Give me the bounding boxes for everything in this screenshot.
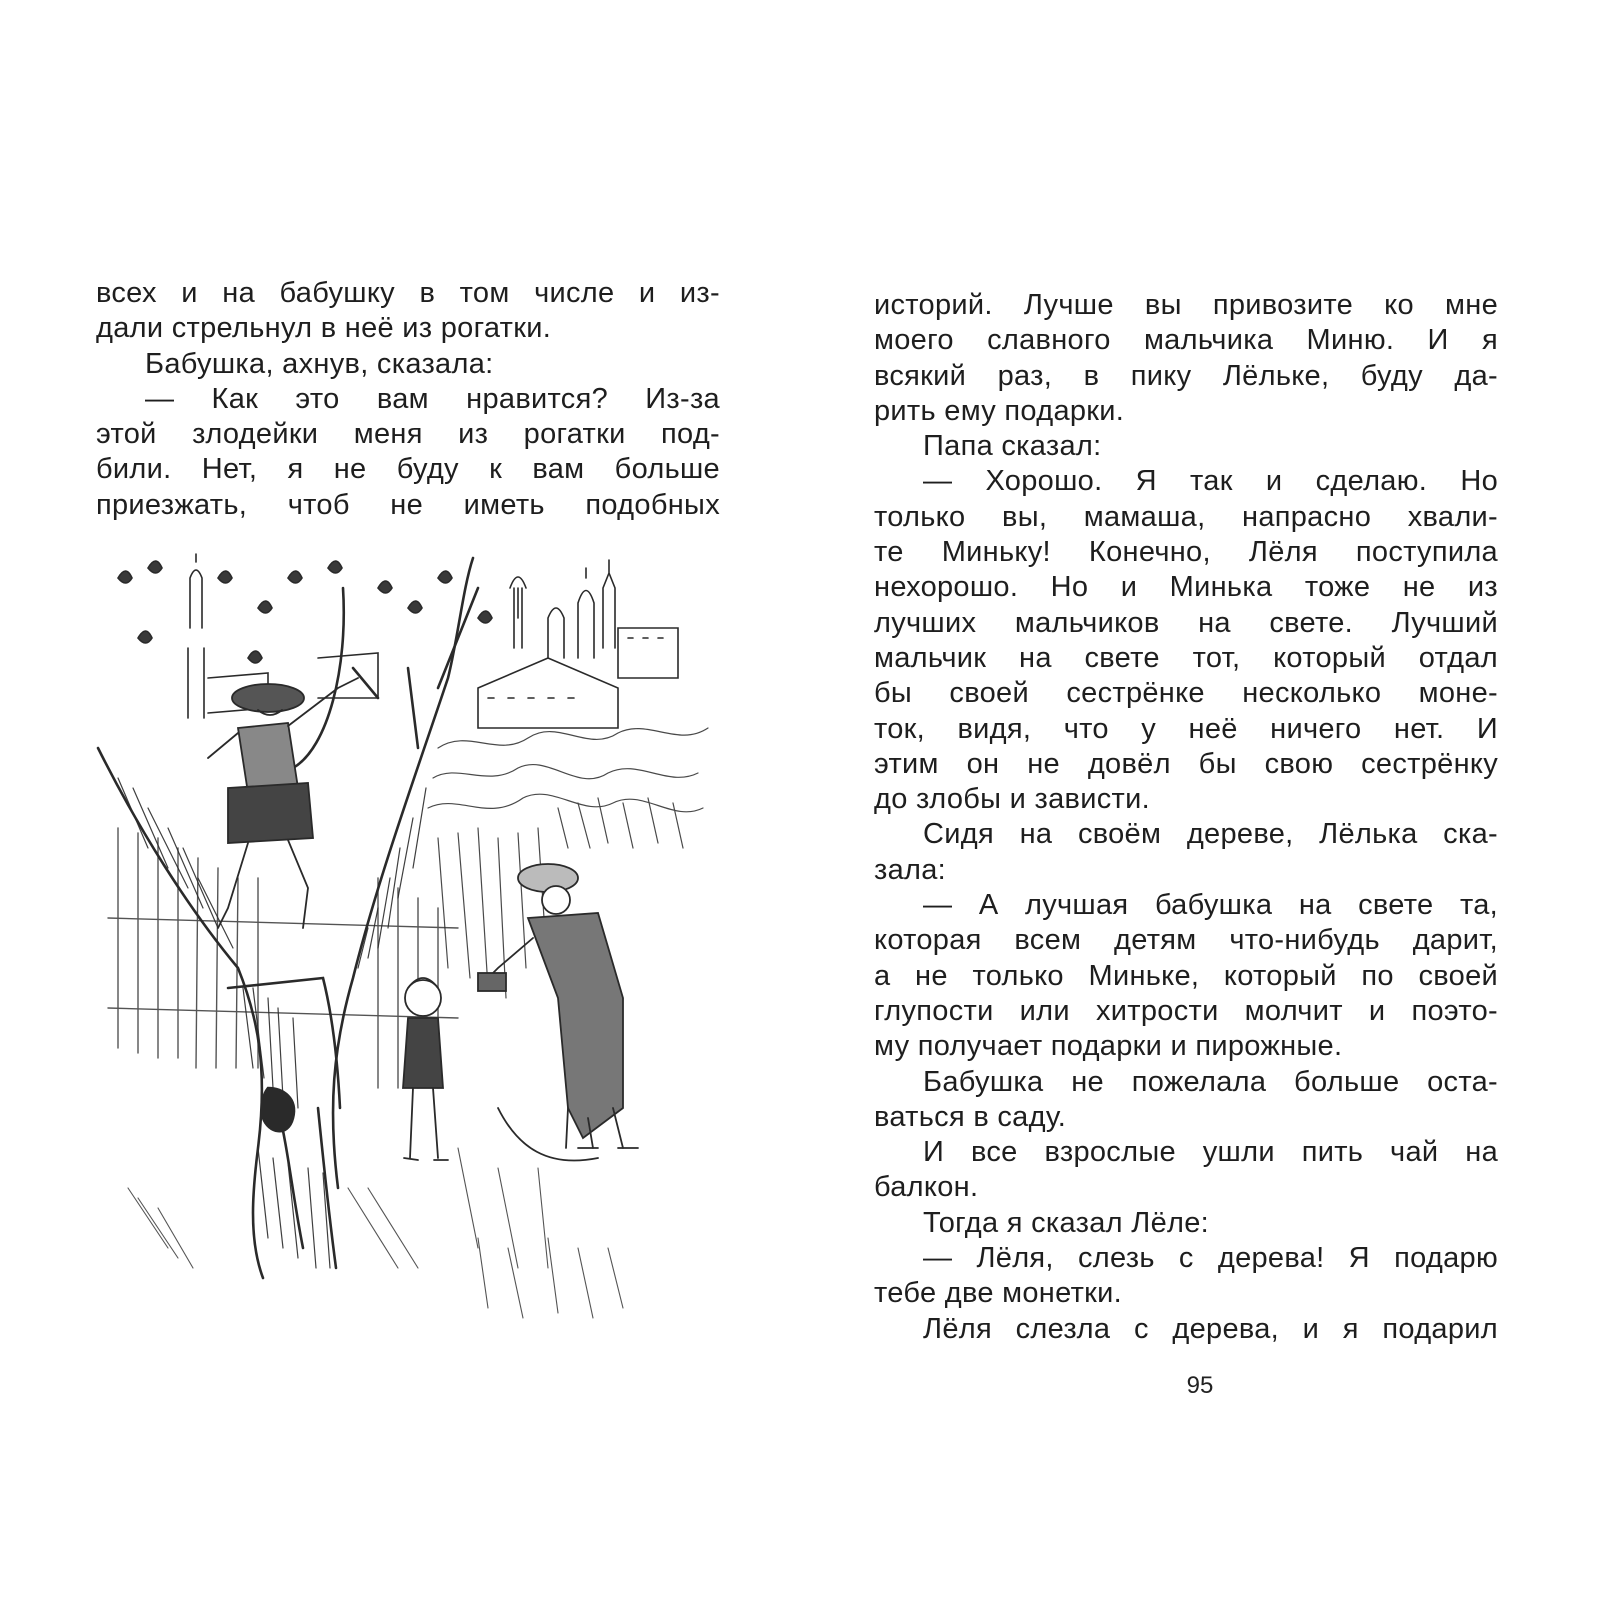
left-page-line: приезжать, чтоб не иметь подобных <box>96 488 720 521</box>
right-page-line: И все взрослые ушли пить чай на <box>923 1136 1498 1169</box>
right-page-line: те Миньку! Конечно, Лёля поступила <box>874 536 1498 569</box>
right-page-text <box>874 288 1498 1347</box>
boy-sketch <box>403 978 448 1160</box>
right-page-line: — Хорошо. Я так и сделаю. Но <box>923 465 1498 498</box>
right-page-line: рить ему подарки. <box>874 394 1125 427</box>
right-page-line: мальчик на свете тот, который отдал <box>874 641 1498 674</box>
right-page-line: а не только Миньке, который по своей <box>874 959 1498 992</box>
right-page-line: — Лёля, слезь с дерева! Я подарю <box>923 1242 1498 1275</box>
right-page-line: Бабушка не пожелала больше оста- <box>923 1065 1498 1098</box>
illustration-icon <box>78 548 718 1328</box>
left-page-line: — Как это вам нравится? Из-за <box>145 382 720 415</box>
tree-sketch <box>98 558 478 1278</box>
right-page-line: ток, видя, что у неё ничего нет. И <box>874 712 1498 745</box>
right-page-line: му получает подарки и пирожные. <box>874 1030 1343 1063</box>
right-page-line: зала: <box>874 853 947 886</box>
right-page-line: ваться в саду. <box>874 1100 1067 1133</box>
right-page-line: историй. Лучше вы привозите ко мне <box>874 289 1498 321</box>
right-page-line: которая всем детям что-нибудь дарит, <box>874 924 1498 957</box>
right-page-line: моего славного мальчика Миню. И я <box>874 324 1498 357</box>
church-sketch <box>478 560 678 728</box>
right-page-line: Тогда я сказал Лёле: <box>923 1206 1210 1239</box>
right-page-line: тебе две монетки. <box>874 1277 1122 1310</box>
right-page-line: — А лучшая бабушка на свете та, <box>923 889 1498 922</box>
left-page-line: били. Нет, я не буду к вам больше <box>96 453 720 486</box>
illustration <box>78 548 718 1328</box>
right-page-line: Папа сказал: <box>923 430 1102 463</box>
left-page-text <box>96 276 720 523</box>
right-page-line: нехорошо. Но и Минька тоже не из <box>874 571 1498 604</box>
right-page-line: глупости или хитрости молчит и поэто- <box>874 994 1498 1027</box>
right-page-line: бы своей сестрёнке несколько моне- <box>874 677 1498 710</box>
left-page-line: Бабушка, ахнув, сказала: <box>145 347 494 380</box>
right-page-line: всякий раз, в пику Лёльке, буду да- <box>874 359 1498 392</box>
tree-shading <box>118 778 426 1268</box>
left-page-line: дали стрельнул в неё из рогатки. <box>96 312 552 345</box>
page-number: 95 <box>1186 1372 1214 1399</box>
right-page-line: лучших мальчиков на свете. Лучший <box>874 606 1498 639</box>
girl-in-tree-sketch <box>208 678 358 928</box>
right-page-line: Сидя на своём дереве, Лёлька ска- <box>923 818 1498 851</box>
right-page-line: до злобы и зависти. <box>874 783 1150 816</box>
ground-sketch <box>128 1148 623 1318</box>
right-page-line: этим он не довёл бы свою сестрёнку <box>874 747 1498 780</box>
left-page-line: всех и на бабушку в том числе и из- <box>96 277 720 309</box>
leaves-sketch <box>118 561 492 663</box>
right-page-line: только вы, мамаша, напрасно хвали- <box>874 500 1498 533</box>
right-page-line: Лёля слезла с дерева, и я подарил <box>923 1312 1498 1345</box>
left-page-line: этой злодейки меня из рогатки под- <box>96 418 720 451</box>
right-page-line: балкон. <box>874 1171 979 1204</box>
